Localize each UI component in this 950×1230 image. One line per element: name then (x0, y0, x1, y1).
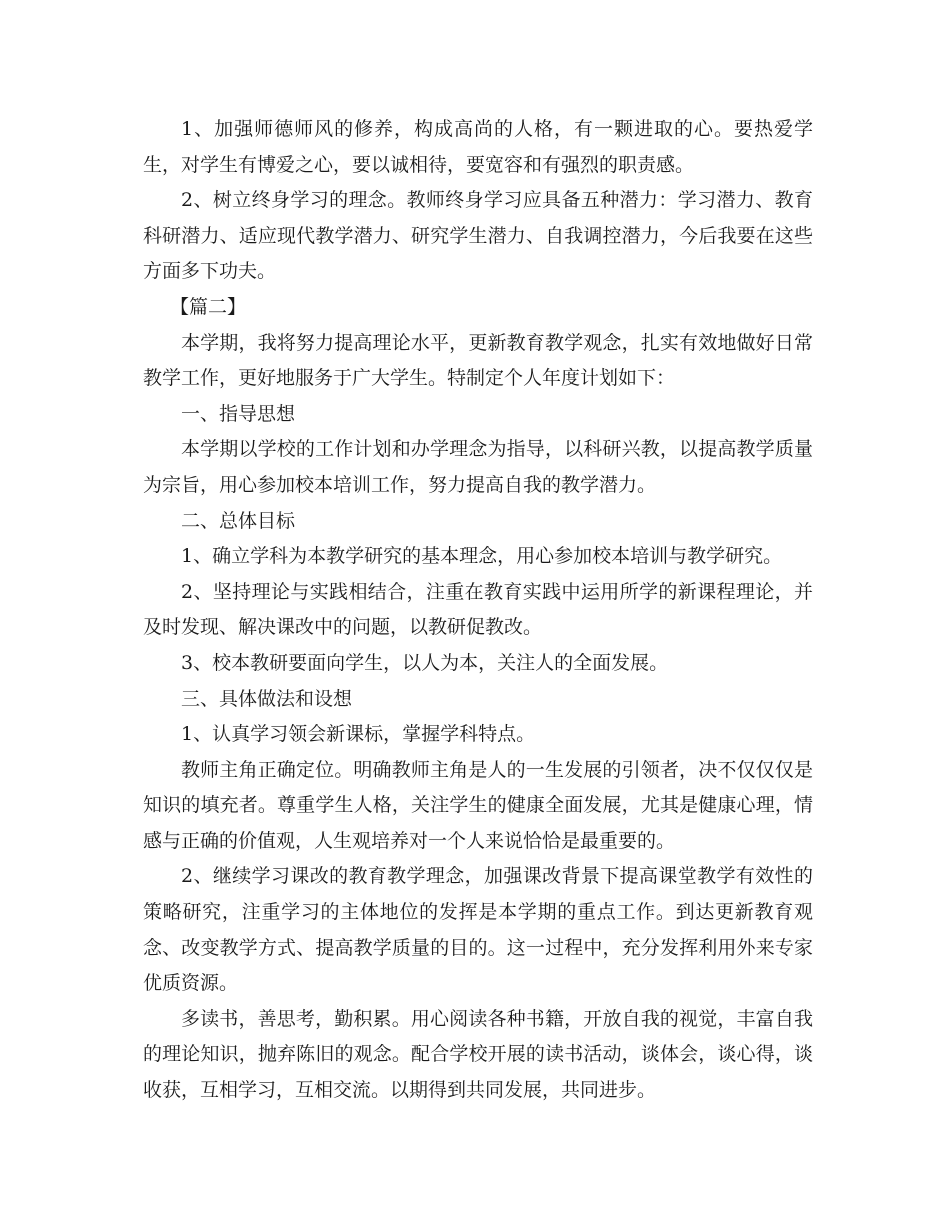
paragraph-guiding-thought: 本学期以学校的工作计划和办学理念为指导，以科研兴教，以提高教学质量为宗旨，用心参加校本培训工作，努力提高自我的教学潜力。 (143, 438, 813, 496)
paragraph-goal-1: 1、确立学科为本教学研究的基本理念，用心参加校本培训与教学研究。 (181, 545, 783, 568)
heading-guiding-thought: 一、指导思想 (181, 402, 296, 425)
paragraph-goal-3: 3、校本教研要面向学生，以人为本，关注人的全面发展。 (181, 651, 669, 674)
paragraph-2: 2、树立终身学习的理念。教师终身学习应具备五种潜力：学习潜力、教育科研潜力、适应现代教学潜力、研究学生潜力、自我调控潜力，今后我要在这些方面多下功夫。 (143, 189, 813, 283)
paragraph-goal-2: 2、坚持理论与实践相结合，注重在教育实践中运用所学的新课程理论，并及时发现、解决课改中的问题，以教研促教改。 (143, 580, 813, 639)
heading-overall-goal: 二、总体目标 (181, 509, 296, 532)
paragraph-teacher-role: 教师主角正确定位。明确教师主角是人的一生发展的引领者，决不仅仅仅是知识的填充者。尊重学生人格，关注学生的健康全面发展，尤其是健康心理，情感与正确的价值观，人生观培养对一个人来说恰恰是最重要的。 (143, 758, 813, 852)
paragraph-reading: 多读书，善思考，勤积累。用心阅读各种书籍，开放自我的视觉，丰富自我的理论知识，抛弃陈旧的观念。配合学校开展的读书活动，谈体会，谈心得，谈收获，互相学习，互相交流。以期得到共同发展，共同进步。 (143, 1007, 813, 1102)
paragraph-method-2: 2、继续学习课改的教育教学理念，加强课改背景下提高课堂教学有效性的策略研究，注重学习的主体地位的发挥是本学期的重点工作。到达更新教育观念、改变教学方式、提高教学质量的目的。这一过程中，充分发挥利用外来专家优质资源。 (143, 865, 813, 995)
paragraph-intro: 本学期，我将努力提高理论水平，更新教育教学观念，扎实有效地做好日常教学工作，更好地服务于广大学生。特制定个人年度计划如下： (143, 331, 813, 390)
paragraph-1: 1、加强师德师风的修养，构成高尚的人格，有一颗进取的心。要热爱学生，对学生有博爱之心，要以诚相待，要宽容和有强烈的职责感。 (143, 118, 813, 176)
section-heading-part-two: 【篇二】 (170, 295, 247, 318)
document-body (143, 112, 813, 1109)
paragraph-method-1: 1、认真学习领会新课标，掌握学科特点。 (181, 723, 536, 746)
heading-methods: 三、具体做法和设想 (181, 687, 353, 710)
